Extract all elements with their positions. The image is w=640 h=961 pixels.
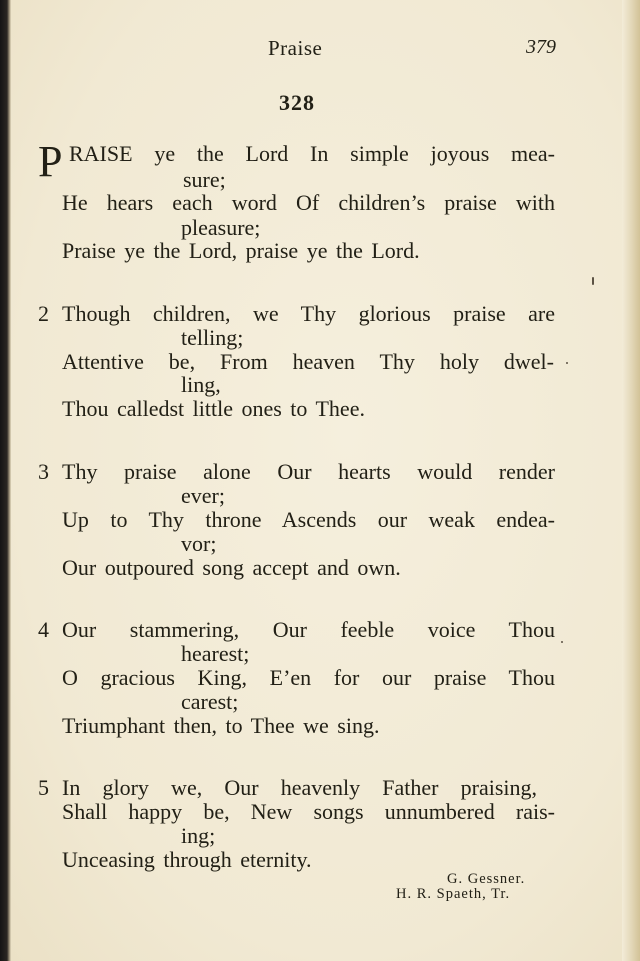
page-number: 379 [526,36,556,58]
stanza-3-line-1: Thy praise alone Our hearts would render [62,459,555,484]
stanza-1-line-2-turnover: pleasure; [181,215,261,240]
stanza-5-line-2: Shall happy be, New songs unnumbered rais- [62,799,555,824]
page-edge [622,0,640,961]
paper-speck [561,641,563,643]
stanza-5-number: 5 [38,775,49,800]
author-credit: G. Gessner. [447,871,526,887]
stanza-2-line-1: Though children, we Thy glorious praise are [62,301,555,326]
running-head [0,36,640,64]
stanza-4-number: 4 [38,617,49,642]
running-title: Praise [268,36,323,60]
stanza-3-line-3: Our outpoured song accept and own. [62,555,401,580]
stanza-5-line-2-turnover: ing; [181,823,216,848]
paper-speck [566,362,568,364]
stanza-1-line-1: RAISE ye the Lord In simple joyous mea- [69,141,555,166]
stanza-3-line-2: Up to Thy throne Ascends our weak endea- [62,507,555,532]
stanza-2-line-1-turnover: telling; [181,325,244,350]
stanza-1-line-2: He hears each word Of children’s praise with [62,190,555,215]
stanza-1-line-3: Praise ye the Lord, praise ye the Lord. [62,238,420,263]
hymn-number [0,90,640,116]
stanza-1-line-1-turnover: sure; [183,167,226,192]
translator-credit: H. R. Spaeth, Tr. [396,886,511,902]
stanza-3-line-1-turnover: ever; [181,483,225,508]
stanza-4-line-2: O gracious King, E’en for our praise Thou [62,665,555,690]
stanza-5-line-1: In glory we, Our heavenly Father praising, [62,775,537,800]
stanza-2-line-3: Thou calledst little ones to Thee. [62,396,365,421]
stanza-2-line-2: Attentive be, From heaven Thy holy dwel- [62,349,554,374]
stanza-5-line-3: Unceasing through eternity. [62,847,312,872]
stanza-2-line-2-turnover: ling, [181,372,221,397]
binding-edge [0,0,11,961]
stanza-4-line-2-turnover: carest; [181,689,239,714]
paper-speck [592,277,594,285]
stanza-3-number: 3 [38,459,49,484]
hymn-number-text: 328 [279,90,315,115]
drop-cap: P [38,137,63,186]
stanza-4-line-1: Our stammering, Our feeble voice Thou [62,617,555,642]
stanza-2-number: 2 [38,301,49,326]
stanza-4-line-1-turnover: hearest; [181,641,250,666]
stanza-4-line-3: Triumphant then, to Thee we sing. [62,713,380,738]
stanza-3-line-2-turnover: vor; [181,531,217,556]
